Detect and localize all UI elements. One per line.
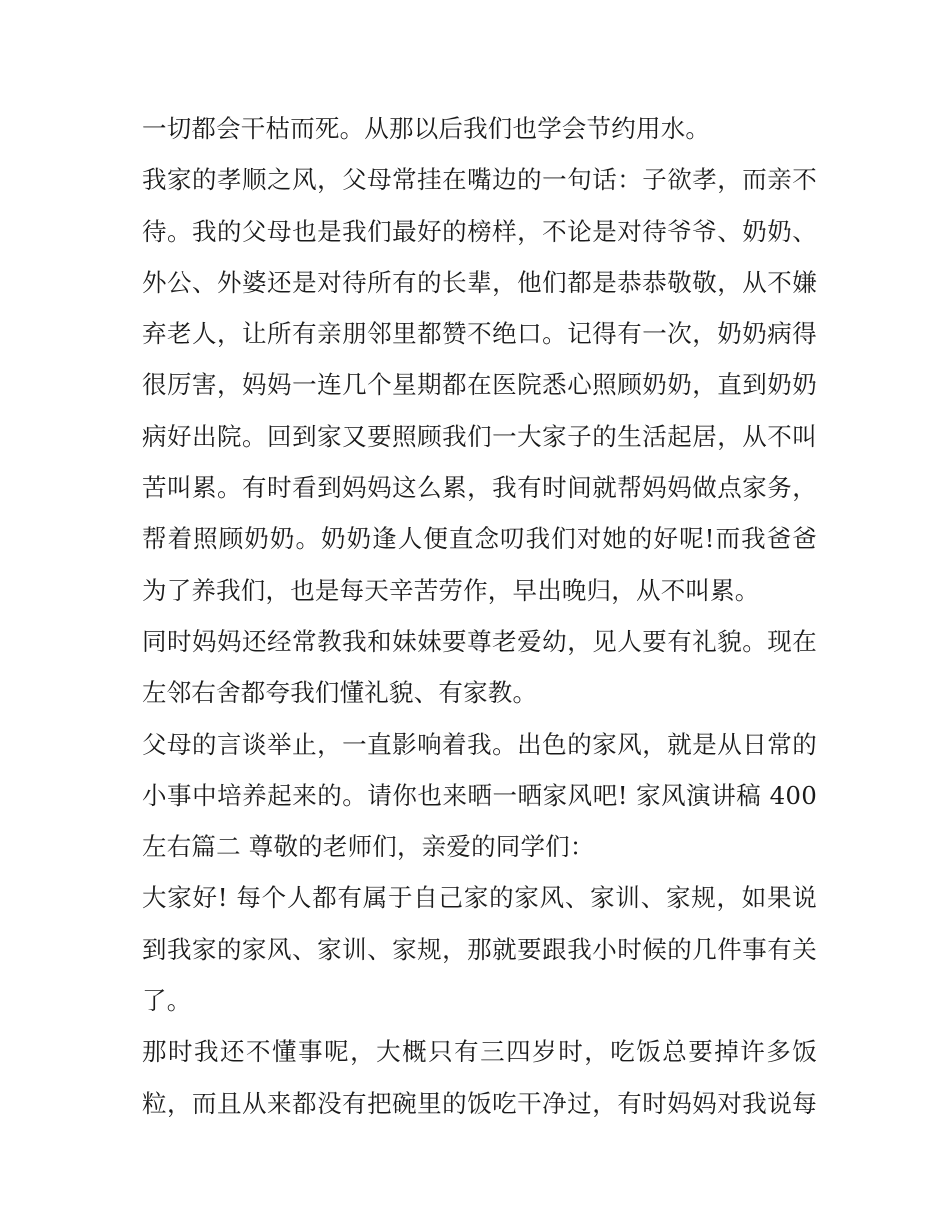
text-line: 很厉害，妈妈一连几个星期都在医院悉心照顾奶奶，直到奶奶 [142,370,817,400]
text-line: 弃老人，让所有亲朋邻里都赞不绝口。记得有一次，奶奶病得 [142,319,817,349]
text-line: 了。 [142,986,192,1016]
text-line: 待。我的父母也是我们最好的榜样，不论是对待爷爷、奶奶、 [142,216,817,246]
text-line: 左右篇二 尊敬的老师们，亲爱的同学们： [142,832,595,862]
text-line: 帮着照顾奶奶。奶奶逢人便直念叨我们对她的好呢!而我爸爸 [142,524,817,554]
text-line: 左邻右舍都夸我们懂礼貌、有家教。 [142,678,538,708]
text-line: 外公、外婆还是对待所有的长辈，他们都是恭恭敬敬，从不嫌 [142,267,817,297]
body-text [142,108,817,1134]
text-line: 同时妈妈还经常教我和妹妹要尊老爱幼，见人要有礼貌。现在 [142,626,817,656]
text-line: 小事中培养起来的。请你也来晒一晒家风吧! 家风演讲稿 400 [142,780,817,810]
text-line: 那时我还不懂事呢，大概只有三四岁时，吃饭总要掉许多饭 [142,1037,817,1067]
text-line: 一切都会干枯而死。从那以后我们也学会节约用水。 [142,114,711,143]
text-line: 到我家的家风、家训、家规，那就要跟我小时候的几件事有关 [142,934,817,964]
text-line: 大家好! 每个人都有属于自己家的家风、家训、家规，如果说 [142,883,817,913]
text-line: 病好出院。回到家又要照顾我们一大家子的生活起居，从不叫 [142,421,817,451]
text-line: 我家的孝顺之风，父母常挂在嘴边的一句话：子欲孝，而亲不 [142,165,817,195]
text-line: 粒，而且从来都没有把碗里的饭吃干净过，有时妈妈对我说每 [142,1088,817,1118]
text-line: 父母的言谈举止，一直影响着我。出色的家风，就是从日常的 [142,729,817,759]
text-line: 为了养我们，也是每天辛苦劳作，早出晚归，从不叫累。 [142,575,760,605]
text-line: 苦叫累。有时看到妈妈这么累，我有时间就帮妈妈做点家务， [142,473,817,503]
